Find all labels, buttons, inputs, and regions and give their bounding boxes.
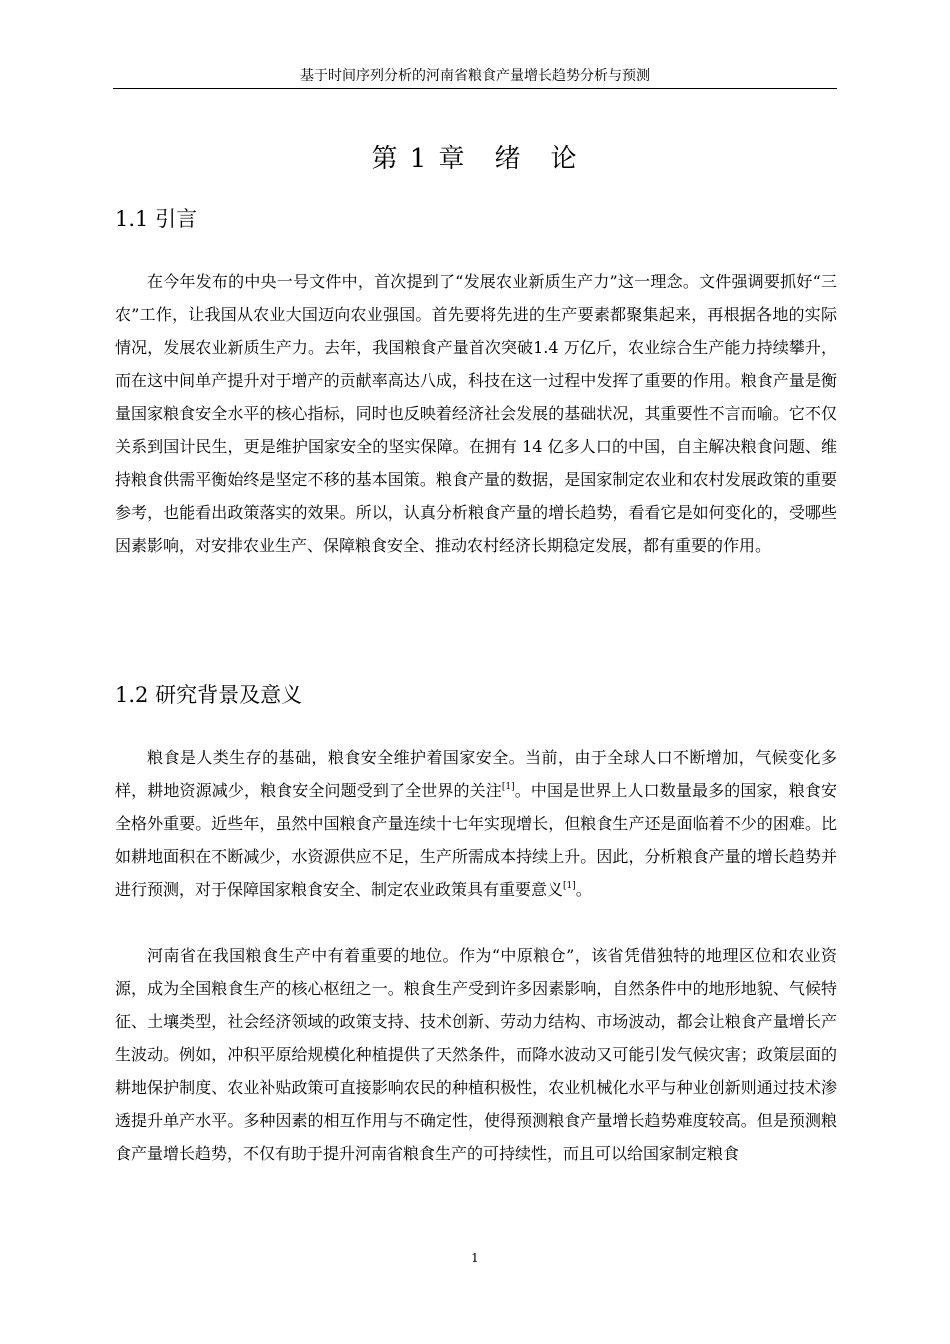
paragraph-text-segment: 。 <box>575 880 592 899</box>
chapter-name: 绪 论 <box>494 144 579 174</box>
paragraph-text-segment: 粮食是人类生存的基础，粮食安全维护着国家安全。当前，由于全球人口不断增加，气候变化多样，耕地资源减少，粮食安全问题受到了全世界的关注 <box>115 748 837 800</box>
section-heading-1-1: 1.1 引言 <box>115 207 198 231</box>
section-1-1-paragraph-1: 在今年发布的中央一号文件中，首次提到了“发展农业新质生产力”这一理念。文件强调要抓好“三农”工作，让我国从农业大国迈向农业强国。首先要将先进的生产要素都聚集起来，再根据各地的实际情况，发展农业新质生产力。去年，我国粮食产量首次突破1.4 万亿斤，农业综合生产能力持续攀升，而在这中间单产提升对于增产的贡献率高达八成，科技在这一过程中发挥了重要的作用。粮食产量是衡量国家粮食安全水平的核心指标，同时也反映着经济社会发展的基础状况，其重要性不言而喻。它不仅关系到国计民生，更是维护国家安全的坚实保障。在拥有 14 亿多人口的中国，自主解决粮食问题、维持粮食供需平衡始终是坚定不移的基本国策。粮食产量的数据，是国家制定农业和农村发展政策的重要参考，也能看出政策落实的效果。所以，认真分析粮食产量的增长趋势，看看它是如何变化的，受哪些因素影响，对安排农业生产、保障粮食安全、推动农村经济长期稳定发展，都有重要的作用。 <box>115 272 837 555</box>
section-1-2-paragraph-1 <box>115 741 837 906</box>
paragraph-text-segment: 。中国是世界上人口数量最多的国家，粮食安全格外重要。近些年，虽然中国粮食产量连续十七年实现增长，但粮食生产还是面临着不少的困难。比如耕地面积在不断减少，水资源供应不足，生产所需成本持续上升。因此，分析粮食产量的增长趋势并进行预测，对于保障国家粮食安全、制定农业政策具有重要意义 <box>115 781 837 899</box>
page-number: 1 <box>471 1251 479 1265</box>
section-heading-1-2: 1.2 研究背景及意义 <box>115 683 303 707</box>
section-1-2-paragraph-2: 河南省在我国粮食生产中有着重要的地位。作为“中原粮仓”，该省凭借独特的地理区位和农业资源，成为全国粮食生产的核心枢纽之一。粮食生产受到许多因素影响，自然条件中的地形地貌、气候特征、土壤类型，社会经济领域的政策支持、技术创新、劳动力结构、市场波动，都会让粮食产量增长产生波动。例如，冲积平原给规模化种植提供了天然条件，而降水波动又可能引发气候灾害；政策层面的耕地保护制度、农业补贴政策可直接影响农民的种植积极性，农业机械化水平与种业创新则通过技术渗透提升单产水平。多种因素的相互作用与不确定性，使得预测粮食产量增长趋势难度较高。但是预测粮食产量增长趋势，不仅有助于提升河南省粮食生产的可持续性，而且可以给国家制定粮食 <box>115 946 837 1163</box>
chapter-title <box>113 141 837 177</box>
citation-1: [1] <box>563 881 576 891</box>
chapter-label: 第 1 章 <box>371 144 467 174</box>
running-header: 基于时间序列分析的河南省粮食产量增长趋势分析与预测 <box>113 66 837 89</box>
citation-1: [1] <box>501 782 515 792</box>
